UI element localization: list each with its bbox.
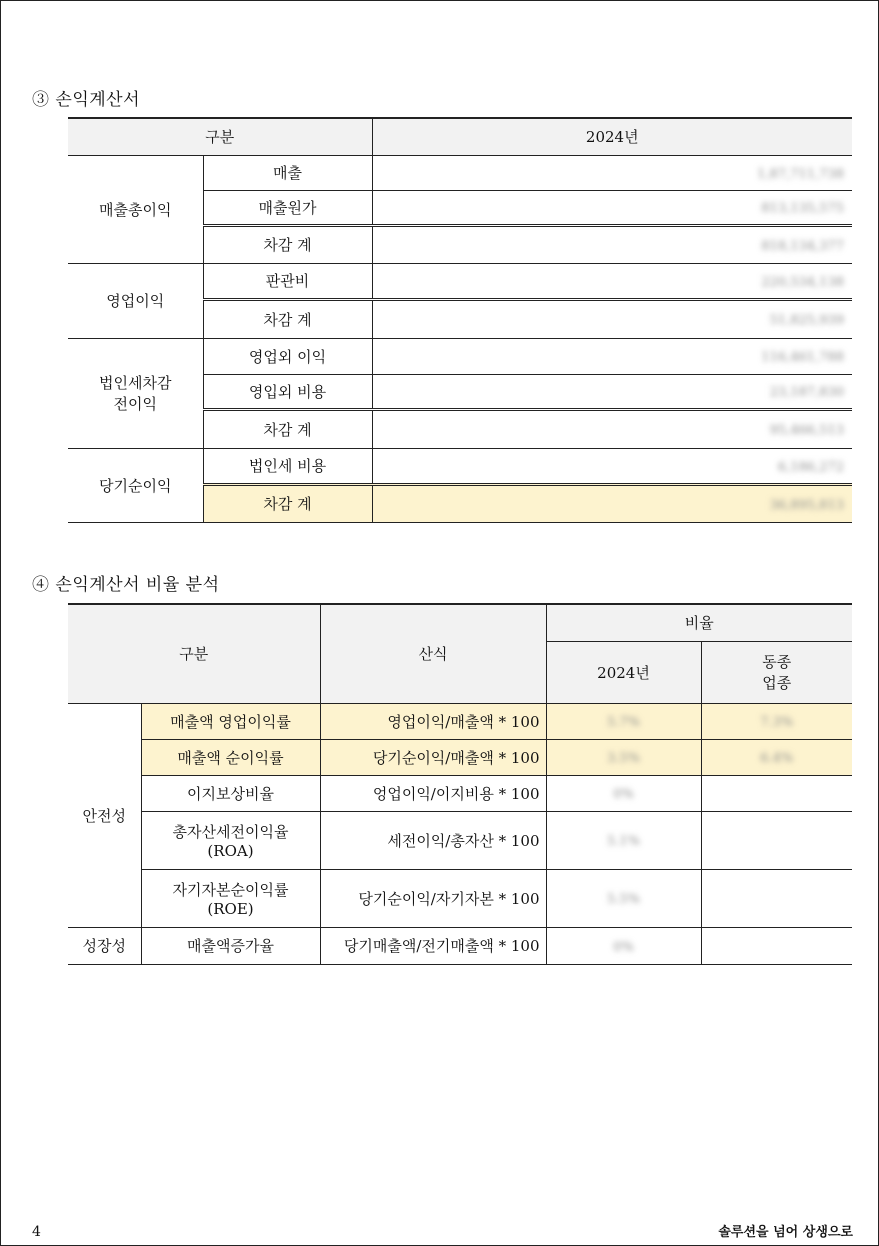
table-row [68, 155, 852, 190]
ratio-row [68, 869, 852, 927]
ratio-value: 0% [613, 939, 634, 955]
group-label-net: 당기순이익 [68, 448, 203, 522]
footer-brand: 솔루션을 넘어 상생으로 [718, 1225, 853, 1240]
ratio-header-row [68, 604, 852, 641]
ratio-row [68, 739, 852, 775]
ratio-header-ratio: 비율 [546, 604, 852, 641]
ratio-name: 매출액증가율 [141, 927, 320, 964]
ratio-analysis-table [68, 603, 852, 965]
income-statement-title: ③ 손익계산서 [32, 90, 141, 110]
header-category: 구분 [68, 118, 372, 155]
ratio-value: 5.7% [606, 715, 641, 730]
ratio-name-line1: 자기자본순이익률 [172, 880, 289, 899]
ratio-name-line2: (ROE) [207, 899, 254, 918]
row-label: 영입외 비용 [203, 374, 372, 409]
row-value: 36,895,813 [769, 497, 844, 513]
row-value: 95,466,513 [769, 423, 844, 438]
group-label-operating: 영업이익 [68, 263, 203, 338]
ratio-industry: 6.4% [760, 751, 794, 766]
ratio-name [141, 811, 320, 869]
row-value: 813,135,575 [761, 201, 844, 216]
ratio-industry [701, 869, 852, 927]
ratio-formula: 영업이익/매출액 * 100 [320, 703, 546, 739]
ratio-row [68, 811, 852, 869]
header-year: 2024년 [372, 118, 852, 155]
row-label: 매출원가 [203, 190, 372, 225]
ratio-formula: 당기순이익/매출액 * 100 [320, 739, 546, 775]
ratio-row [68, 775, 852, 811]
row-label: 차감 계 [203, 225, 372, 263]
row-value: 818,134,377 [761, 238, 844, 254]
table-row [68, 338, 852, 374]
group-label-gross: 매출총이익 [68, 155, 203, 263]
ratio-industry: 7.3% [760, 715, 794, 730]
row-label: 차감 계 [203, 409, 372, 448]
ratio-name: 이지보상비율 [141, 775, 320, 811]
ratio-industry [701, 775, 852, 811]
table-header-row [68, 118, 852, 155]
ratio-value: 5.1% [606, 834, 641, 849]
ratio-name-line1: 총자산세전이익율 [172, 822, 289, 841]
ratio-formula: 엉업이익/이지비용 * 100 [320, 775, 546, 811]
ratio-name [141, 869, 320, 927]
row-label: 차감 계 [203, 299, 372, 338]
income-statement-table [68, 117, 852, 523]
ratio-name: 매출액 영업이익률 [141, 703, 320, 739]
ratio-header-category: 구분 [68, 604, 320, 703]
page-number: 4 [32, 1224, 41, 1240]
row-label: 매출 [203, 155, 372, 190]
ratio-analysis-title: ④ 손익계산서 비율 분석 [32, 575, 220, 595]
ratio-row [68, 927, 852, 964]
ratio-header-formula: 산식 [320, 604, 546, 703]
row-value: 220,534,138 [761, 274, 844, 290]
table-row [68, 448, 852, 484]
row-label: 판관비 [203, 263, 372, 299]
ratio-value: 0% [613, 787, 634, 802]
group-label-pretax [68, 338, 203, 448]
row-label: 차감 계 [203, 484, 372, 522]
ratio-header-industry-line2: 업종 [762, 674, 792, 692]
ratio-header-industry [701, 641, 852, 703]
ratio-header-industry-line1: 동종 [762, 653, 792, 671]
ratio-name: 매출액 순이익률 [141, 739, 320, 775]
row-label: 영업외 이익 [203, 338, 372, 374]
row-value: 116,461,788 [761, 350, 844, 365]
ratio-formula: 당기매출액/전기매출액 * 100 [320, 927, 546, 964]
row-value: 1,87,711,738 [757, 166, 844, 182]
row-value: 51,825,939 [769, 313, 844, 328]
row-value: 23,187,830 [769, 385, 844, 400]
growth-label: 성장성 [68, 927, 141, 964]
ratio-value: 5.5% [606, 892, 641, 907]
group-label-pretax-line1: 법인세차감 [99, 374, 172, 392]
ratio-name-line2: (ROA) [207, 841, 254, 860]
stability-label: 안전성 [68, 703, 141, 927]
ratio-formula: 세전이익/총자산 * 100 [320, 811, 546, 869]
ratio-industry [701, 927, 852, 964]
ratio-formula: 당기순이익/자기자본 * 100 [320, 869, 546, 927]
ratio-row [68, 703, 852, 739]
ratio-value: 3.5% [606, 751, 641, 766]
group-label-pretax-line2: 전이익 [113, 395, 157, 413]
row-value: 6,186,272 [777, 459, 844, 475]
ratio-header-year: 2024년 [546, 641, 701, 703]
ratio-industry [701, 811, 852, 869]
table-row [68, 263, 852, 299]
row-label: 법인세 비용 [203, 448, 372, 484]
